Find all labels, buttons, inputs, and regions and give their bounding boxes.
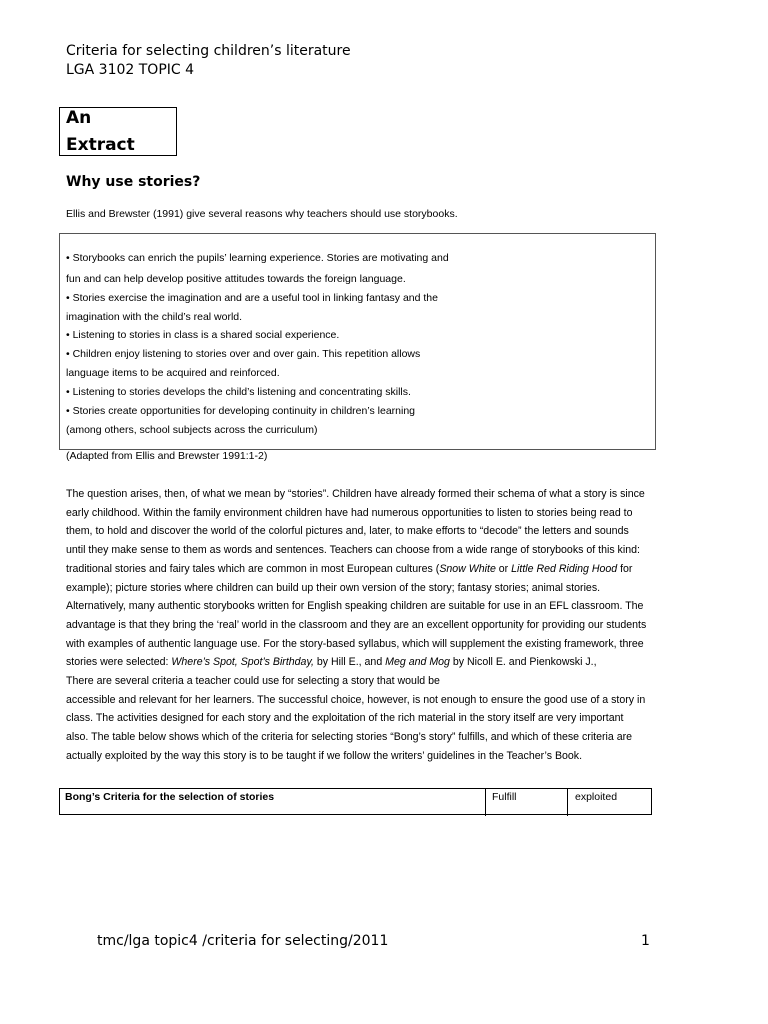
reason-line: • Children enjoy listening to stories over and over gain. This repetition allows — [66, 348, 421, 360]
source-citation: (Adapted from Ellis and Brewster 1991:1-2) — [66, 450, 268, 462]
footer-reference: tmc/lga topic4 /criteria for selecting/2011 — [97, 933, 389, 949]
paragraph-line: class. The activities designed for each story and the exploitation of the rich material in the story itself are very important — [66, 712, 624, 725]
paragraph-text: or — [495, 562, 512, 575]
reason-line: • Listening to stories develops the child’s listening and concentrating skills. — [66, 386, 411, 398]
intro-sentence: Ellis and Brewster (1991) give several reasons why teachers should use storybooks. — [66, 208, 458, 220]
paragraph-line: early childhood. Within the family environment children have had numerous opportunities to listen to stories being read to — [66, 506, 633, 519]
paragraph-text: by Nicoll E. and Pienkowski J., — [449, 656, 597, 669]
paragraph-text: stories were selected: — [66, 656, 172, 669]
extract-label-line2: Extract — [66, 135, 135, 155]
paragraph-text: traditional stories and fairy tales which are common in most European cultures ( — [66, 562, 440, 575]
paragraph-line: also. The table below shows which of the criteria for selecting stories “Bong’s story” fulfills, and which of these criteria are — [66, 731, 633, 744]
paragraph-line: accessible and relevant for her learners. The successful choice, however, is not enough to ensure the good use of a story in — [66, 693, 646, 706]
extract-label-line1: An — [66, 108, 92, 128]
table-header-exploited: exploited — [567, 789, 659, 816]
book-title-italic: Where’s Spot, Spot’s Birthday, — [171, 656, 314, 669]
document-header-title: Criteria for selecting children’s literature — [66, 43, 351, 59]
paragraph-text: by Hill E., and — [313, 656, 386, 669]
reason-line: • Listening to stories in class is a shared social experience. — [66, 329, 340, 341]
reason-line: • Storybooks can enrich the pupils’ learning experience. Stories are motivating and — [66, 252, 449, 264]
paragraph-line — [66, 560, 706, 579]
paragraph-line: with examples of authentic language use. For the story-based syllabus, which will supplement the existing framework, three — [66, 637, 644, 650]
paragraph-line: actually exploited by the way this story is to be taught if we follow the writers’ guidelines in the Teacher’s Book. — [66, 749, 583, 762]
reason-line: • Stories exercise the imagination and are a useful tool in linking fantasy and the — [66, 292, 438, 304]
paragraph-line: The question arises, then, of what we mean by “stories”. Children have already formed their schema of what a story is since — [66, 488, 645, 500]
page-number: 1 — [641, 933, 650, 949]
reason-line: fun and can help develop positive attitudes towards the foreign language. — [66, 273, 406, 285]
paragraph-line: There are several criteria a teacher could use for selecting a story that would be — [66, 675, 440, 688]
paragraph-line: example); picture stories where children can build up their own version of the story; fantasy stories; animal stories. — [66, 581, 601, 594]
book-title-italic: Meg and Mog — [385, 656, 450, 669]
reason-line: language items to be acquired and reinforced. — [66, 367, 280, 379]
book-title-italic: Little Red Riding Hood — [511, 562, 618, 575]
table-header-criteria: Bong’s Criteria for the selection of stories — [65, 791, 275, 803]
book-title-italic: Snow White — [439, 562, 496, 575]
extract-label-box — [59, 107, 177, 156]
paragraph-line — [66, 653, 706, 672]
section-heading: Why use stories? — [66, 174, 201, 190]
reasons-box — [59, 233, 656, 450]
reason-line: imagination with the child’s real world. — [66, 311, 243, 323]
paragraph-line: until they make sense to them as words and sentences. Teachers can choose from a wide range of storybooks of this kind: — [66, 544, 640, 557]
paragraph-line: Alternatively, many authentic storybooks written for English speaking children are suitable for use in an EFL classroom. The — [66, 600, 644, 613]
table-header-fulfill: Fulfill — [485, 789, 574, 816]
paragraph-text: for — [617, 562, 633, 575]
reason-line: (among others, school subjects across the curriculum) — [66, 424, 318, 436]
reason-line: • Stories create opportunities for developing continuity in children’s learning — [66, 405, 416, 417]
document-header-course: LGA 3102 TOPIC 4 — [66, 62, 195, 78]
criteria-table — [59, 788, 652, 815]
main-paragraph — [66, 485, 706, 766]
paragraph-line: them, to hold and discover the world of the colorful pictures and, later, to make efforts to “decode” the letters and sounds — [66, 525, 629, 538]
paragraph-line: advantage is that they bring the ‘real’ world in the classroom and they are an excellent opportunity for providing our students — [66, 618, 647, 631]
